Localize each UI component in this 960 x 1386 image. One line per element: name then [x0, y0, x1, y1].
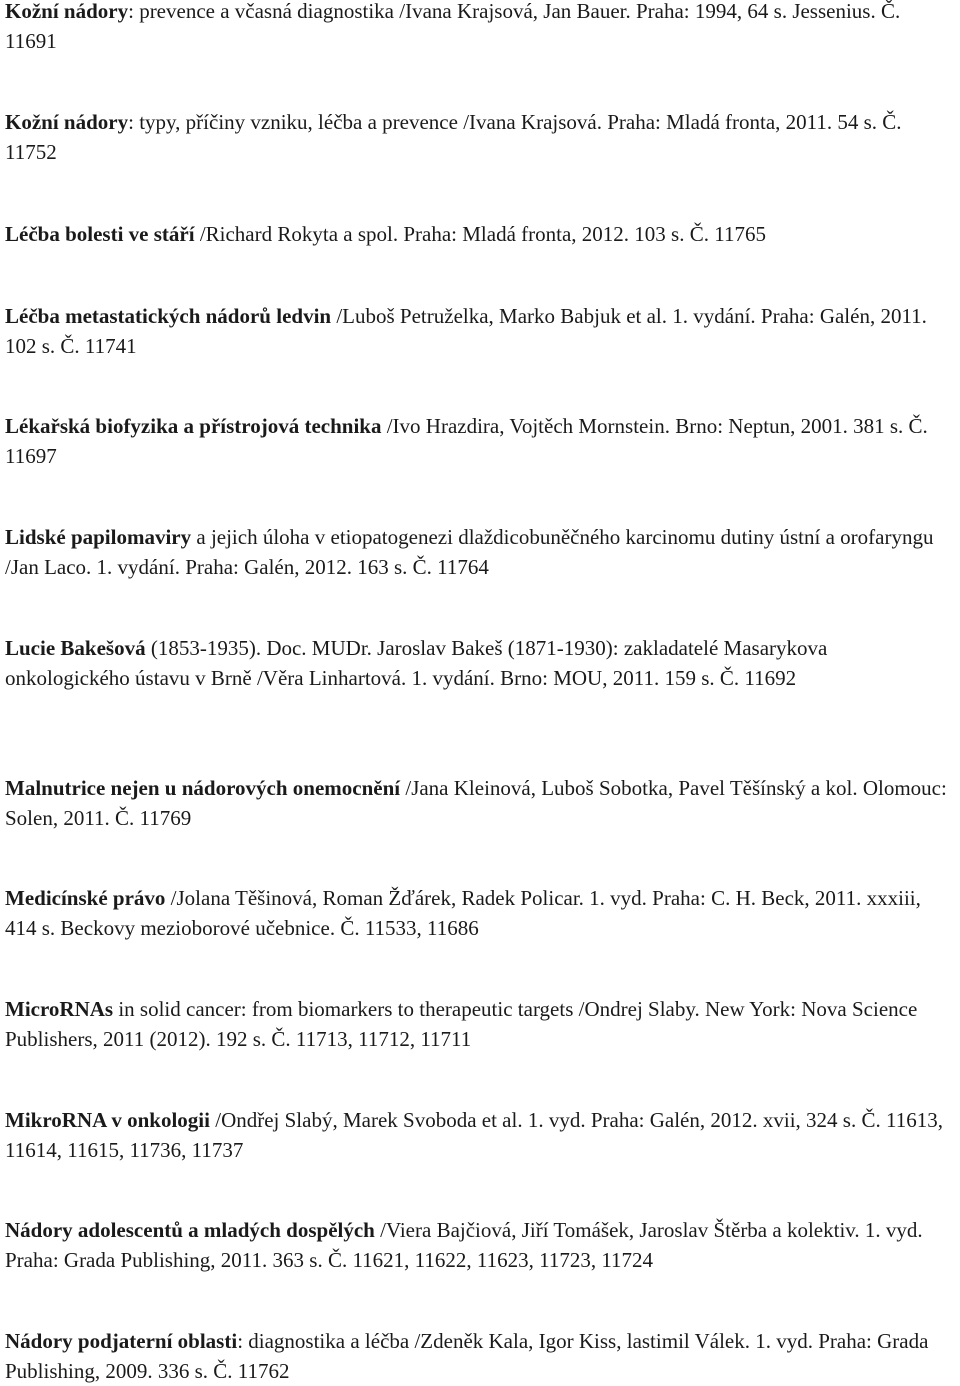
entry-details: /Ondřej Slabý, Marek Svoboda et al. 1. vyd. Praha: Galén, 2012. xvii, 324 s. Č. 11613, 11614, 11615, 11736, 11737: [5, 1108, 943, 1162]
bibliography-entry: [5, 219, 955, 249]
entry-details: /Viera Bajčiová, Jiří Tomášek, Jaroslav Štěrba a kolektiv. 1. vyd. Praha: Grada Publishing, 2011. 363 s. Č. 11621, 11622, 11623, 11723, 11724: [5, 1218, 923, 1272]
entry-details: : prevence a včasná diagnostika /Ivana Krajsová, Jan Bauer. Praha: 1994, 64 s. Jessenius. Č. 11691: [5, 0, 901, 53]
entry-details: /Jana Kleinová, Luboš Sobotka, Pavel Těšínský a kol. Olomouc: Solen, 2011. Č. 11769: [5, 776, 947, 830]
entry-details: a jejich úloha v etiopatogenezi dlaždicobuněčného karcinomu dutiny ústní a orofaryngu /Jan Laco. 1. vydání. Praha: Galén, 2012. 163 s. Č. 11764: [5, 525, 934, 579]
bibliography-entry: [5, 773, 955, 833]
entry-title: MicroRNAs: [5, 997, 114, 1021]
entry-title: Malnutrice nejen u nádorových onemocnění: [5, 776, 401, 800]
bibliography-entry: [5, 994, 955, 1054]
entry-title: Léčba bolesti ve stáří: [5, 222, 195, 246]
entry-details: : typy, příčiny vzniku, léčba a prevence /Ivana Krajsová. Praha: Mladá fronta, 2011. 54 s. Č. 11752: [5, 110, 902, 164]
entry-title: Kožní nádory: [5, 0, 129, 23]
entry-title: Medicínské právo: [5, 886, 166, 910]
entry-details: /Luboš Petruželka, Marko Babjuk et al. 1. vydání. Praha: Galén, 2011. 102 s. Č. 11741: [5, 304, 927, 358]
entry-details: : diagnostika a léčba /Zdeněk Kala, Igor Kiss, lastimil Válek. 1. vyd. Praha: Grada Publishing, 2009. 336 s. Č. 11762: [5, 1329, 929, 1383]
bibliography-entry: [5, 1215, 955, 1275]
entry-title: MikroRNA v onkologii: [5, 1108, 210, 1132]
entry-title: Lékařská biofyzika a přístrojová technika: [5, 414, 382, 438]
entry-details: /Richard Rokyta a spol. Praha: Mladá fronta, 2012. 103 s. Č. 11765: [194, 222, 766, 246]
bibliography-entry: [5, 1105, 955, 1165]
bibliography-entry: [5, 522, 955, 582]
bibliography-entry: [5, 107, 955, 167]
bibliography-entry: [5, 411, 955, 471]
entry-title: Kožní nádory: [5, 110, 129, 134]
entry-title: Nádory podjaterní oblasti: [5, 1329, 238, 1353]
bibliography-entry: [5, 633, 955, 693]
entry-details: /Jolana Těšinová, Roman Žďárek, Radek Policar. 1. vyd. Praha: C. H. Beck, 2011. xxxiii, 414 s. Beckovy mezioborové učebnice. Č. 11533, 11686: [5, 886, 921, 940]
entry-title: Lidské papilomaviry: [5, 525, 192, 549]
entry-title: Nádory adolescentů a mladých dospělých: [5, 1218, 375, 1242]
bibliography-entry: [5, 301, 955, 361]
entry-title: Lucie Bakešová: [5, 636, 146, 660]
entry-title: Léčba metastatických nádorů ledvin: [5, 304, 332, 328]
bibliography-entry: [5, 0, 955, 56]
entry-details: in solid cancer: from biomarkers to therapeutic targets /Ondrej Slaby. New York: Nova Science Publishers, 2011 (2012). 192 s. Č. 11713, 11712, 11711: [5, 997, 918, 1051]
bibliography-entry: [5, 1326, 955, 1386]
entry-details: /Ivo Hrazdira, Vojtěch Mornstein. Brno: Neptun, 2001. 381 s. Č. 11697: [5, 414, 928, 468]
bibliography-entry: [5, 883, 955, 943]
entry-details: (1853-1935). Doc. MUDr. Jaroslav Bakeš (1871-1930): zakladatelé Masarykova onkologického ústavu v Brně /Věra Linhartová. 1. vydání. Brno: MOU, 2011. 159 s. Č. 11692: [5, 636, 828, 690]
